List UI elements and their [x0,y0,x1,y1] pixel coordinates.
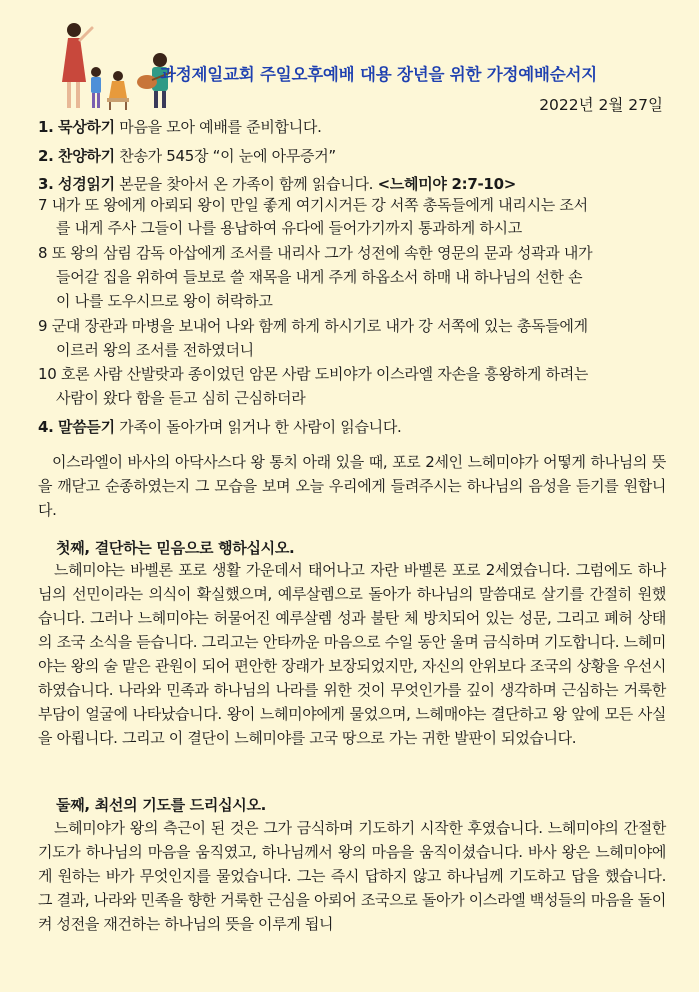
step-2 [38,145,666,167]
verse-10-line-1: 10 호론 사람 산발랏과 종이었던 암몬 사람 도비야가 이스라엘 자손을 흥왕하게 하려는 [38,365,589,383]
verse-8-line-2: 들어갈 집을 위하여 들보로 쓸 재목을 내게 주게 하옵소서 하매 내 하나님의 선한 손 [56,268,583,286]
step-label: 말씀듣기 [58,418,115,436]
step-text: 찬송가 545장 “이 눈에 아무증거” [114,147,336,165]
step-text: 마음을 모아 예배를 준비합니다. [114,118,322,136]
step-number: 2. [38,147,54,165]
step-1 [38,116,666,138]
verse-8-line-1: 8 또 왕의 삼림 감독 아삽에게 조서를 내리사 그가 성전에 속한 영문의 문과 성곽과 내가 [38,244,593,262]
step-label: 묵상하기 [58,118,115,136]
step-text: 가족이 돌아가며 읽거나 한 사람이 읽습니다. [114,418,402,436]
step-number: 4. [38,418,54,436]
step-4 [38,416,666,438]
verse-9-line-2: 이르러 왕의 조서를 전하였더니 [56,341,254,359]
verse-9-line-1: 9 군대 장관과 마병을 보내어 나와 함께 하게 하시기로 내가 강 서쪽에 있는 총독들에게 [38,317,588,335]
scripture-reference: <느헤미야 2:7-10> [377,175,516,193]
step-label: 찬양하기 [58,147,115,165]
step-label: 성경읽기 [58,175,115,193]
step-number: 3. [38,175,54,193]
verse-10-line-2: 사람이 왔다 함을 듣고 심히 근심하더라 [56,389,306,407]
section-1-body: 느헤미야는 바벨론 포로 생활 가운데서 태어나고 자란 바벨론 포로 2세였습니다. 그럼에도 하나님의 선민이라는 의식이 확실했으며, 예루살렘으로 돌아가 하나님의 말씀대로 살기를 간절히 원했습니다. 그러나 느헤미야는 허물어진 예루살렘 성과 불탄 체 방치되어 있는 성문, 그리고 폐허 상태의 조국 소식을 듣습니다. 그리고는 안타까운 마음으로 수일 동안 울며 금식하며 기도합니다. 느헤미야는 왕의 술 맡은 관원이 되어 편안한 장래가 보장되었지만, 자신의 안위보다 조국의 상황을 우선시 하였습니다. 나라와 민족과 하나님의 나라를 위한 것이 무엇인가를 깊이 생각하며 근심하는 거룩한 부담이 얼굴에 나타났습니다. 왕이 느헤미야에게 물었으며, 느헤매야는 결단하고 왕 앞에 모든 사실을 아룁니다. 그리고 이 결단이 느헤미야를 고국 땅으로 가는 귀한 발판이 되었습니다. [38,561,666,747]
step-number: 1. [38,118,54,136]
section-2-heading: 둘째, 최선의 기도를 드리십시오. [56,796,267,814]
verse-7-line-1: 7 내가 또 왕에게 아뢰되 왕이 만일 좋게 여기시거든 강 서쪽 총독들에게 내리시는 조서 [38,196,588,214]
section-2-body: 느헤미야가 왕의 측근이 된 것은 그가 금식하며 기도하기 시작한 후였습니다. 느헤미야의 간절한 기도가 하나님의 마음을 움직였고, 하나님께서 왕의 마음을 움직이셨습니다. 바사 왕은 느헤미야에게 원하는 바가 무엇인지를 물었습니다. 그는 즉시 답하지 않고 하나님께 기도하고 답을 했습니다. 그 결과, 나라와 민족을 향한 거룩한 근심을 아뢰어 조국으로 돌아가 이스라엘 백성들의 마음을 돌이켜 성전을 재건하는 하나님의 뜻을 이루게 됩니 [38,819,666,933]
verse-8-line-3: 이 나를 도우시므로 왕이 허락하고 [56,292,273,310]
section-1-heading: 첫째, 결단하는 믿음으로 행하십시오. [56,539,295,557]
worship-date: 2022년 2월 27일 [539,96,663,114]
sermon-intro: 이스라엘이 바사의 아닥사스다 왕 통치 아래 있을 때, 포로 2세인 느헤미야가 어떻게 하나님의 뜻을 깨닫고 순종하였는지 그 모습을 보며 오늘 우리에게 들려주시는 하나님의 음성을 듣기를 원합니다. [38,453,666,519]
page-title: 과정제일교회 주일오후예배 대용 장년을 위한 가정예배순서지 [160,65,597,84]
step-3 [38,173,666,195]
verse-7-line-2: 를 내게 주사 그들이 나를 용납하여 유다에 들어가기까지 통과하게 하시고 [56,219,522,237]
step-text: 본문을 찾아서 온 가족이 함께 읽습니다. [114,175,378,193]
